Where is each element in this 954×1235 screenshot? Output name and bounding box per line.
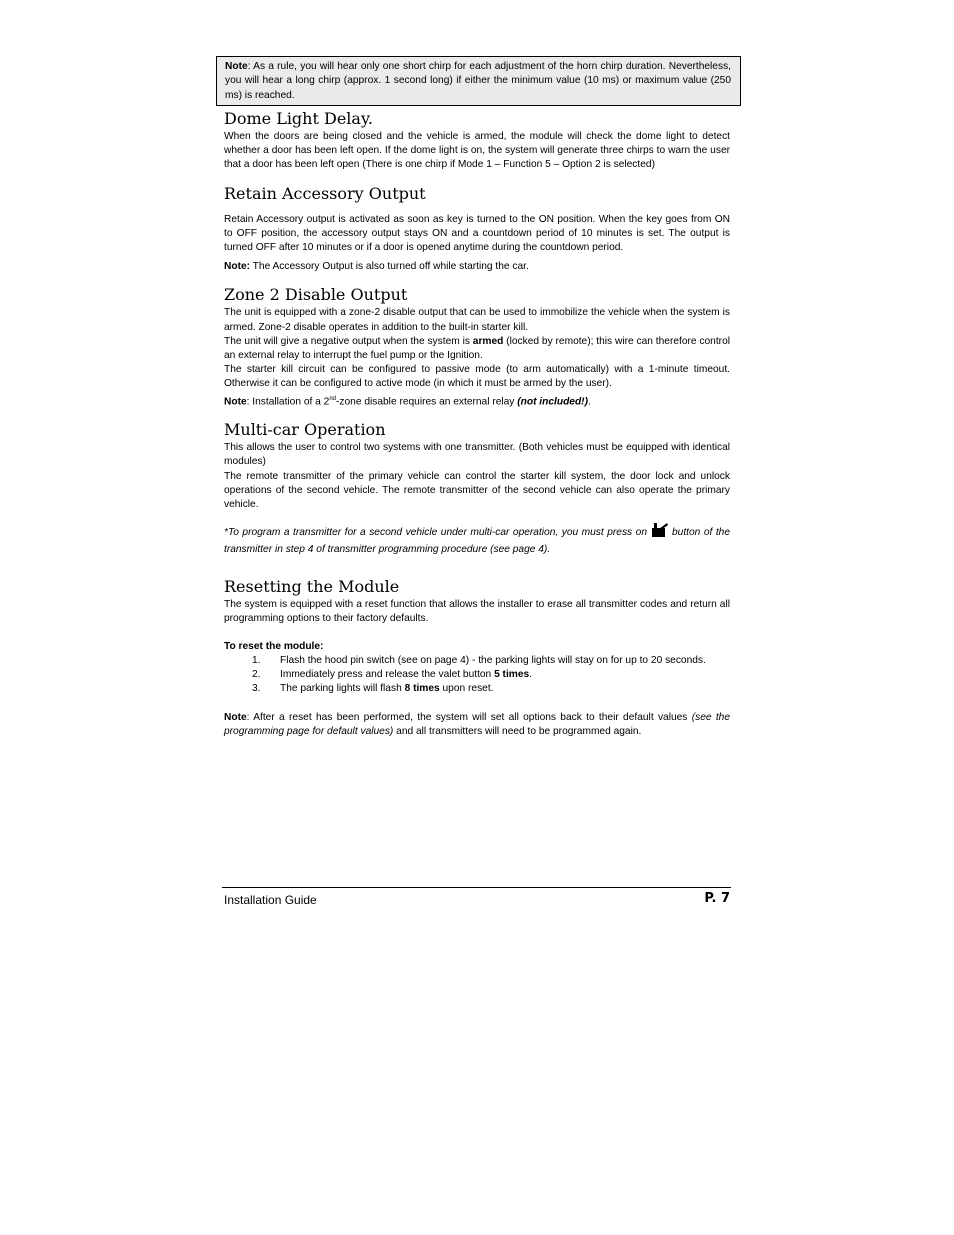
multicar-p1: This allows the user to control two systems with one transmitter. (Both vehicles must be equipped with identical modules) xyxy=(224,442,730,468)
multicar-note-b: button of the transmitter in step 4 of transmitter programming procedure (see page 4). xyxy=(224,527,730,556)
step-text: The parking lights will flash xyxy=(280,683,405,695)
heading-resetting-module: Resetting the Module xyxy=(224,576,400,596)
zone2-note-a: : Installation of a 2 xyxy=(246,396,330,408)
retain-body: Retain Accessory output is activated as soon as key is turned to the ON position. When the key goes from ON to OFF position, the accessory output stays ON and a countdown period of 10 minutes is set. The output is turned OFF after 10 minutes or if a door is opened anytime during the countdown period. xyxy=(224,213,730,254)
step-bold: 5 times xyxy=(494,669,530,681)
heading-zone2-disable: Zone 2 Disable Output xyxy=(224,285,408,305)
heading-retain-accessory: Retain Accessory Output xyxy=(224,183,426,203)
note-box xyxy=(216,56,741,106)
zone2-p3: The starter kill circuit can be configured to passive mode (to arm automatically) with a 1-minute timeout. Otherwise it can be configured to active mode (in which it must be armed by the user). xyxy=(224,364,730,390)
zone2-p1: The unit is equipped with a zone-2 disable output that can be used to immobilize the vehicle when the system is armed. Zone-2 disable operates in addition to the built-in starter kill. xyxy=(224,307,730,333)
main-content xyxy=(224,108,730,739)
multicar-p2: The remote transmitter of the primary vehicle can control the starter kill system, the door lock and unlock operations of the second vehicle. The remote transmitter of the second vehicle can also operate the primary vehicle. xyxy=(224,470,730,511)
footer-divider xyxy=(222,887,731,888)
zone2-note-not-included: (not included!) xyxy=(517,396,588,408)
step-number: 3. xyxy=(252,683,261,695)
heading-multi-car: Multi-car Operation xyxy=(224,420,386,440)
car-trunk-icon xyxy=(651,522,669,543)
reset-subheading: To reset the module: xyxy=(224,641,324,653)
page-number: P. 7 xyxy=(704,891,730,906)
heading-dome-light-delay: Dome Light Delay. xyxy=(224,109,373,128)
zone2-note-sup: nd xyxy=(329,395,337,402)
multicar-note-a: *To program a transmitter for a second vehicle under multi-car operation, you must press on xyxy=(224,527,651,539)
note-label: Note xyxy=(225,61,248,72)
zone2-note-label: Note xyxy=(224,396,247,408)
retain-note-label: Note: xyxy=(224,261,251,273)
step-bold: 8 times xyxy=(404,683,440,695)
footer-title: Installation Guide xyxy=(224,893,317,907)
list-item xyxy=(224,668,730,682)
zone2-p2-c: (locked by remote); this wire can therefore control an external relay to interrupt the fuel pump or the Ignition. xyxy=(224,335,730,362)
retain-note xyxy=(224,260,730,274)
zone2-note-d: . xyxy=(587,396,591,408)
zone2-p2 xyxy=(224,335,730,363)
zone2-p2-a: The unit will give a negative output when the system is xyxy=(224,335,473,347)
note-text: : As a rule, you will hear only one short chirp for each adjustment of the horn chirp duration. Nevertheless, you will hear a long chirp (approx. 1 second long) if either the minimum value (10 ms) or maximum value (250 ms) is reached. xyxy=(225,61,731,101)
reset-note-c: and all transmitters will need to be programmed again. xyxy=(393,725,642,737)
reset-steps-list xyxy=(224,654,730,697)
zone2-note xyxy=(224,392,730,410)
reset-note-a: : After a reset has been performed, the system will set all options back to their default values xyxy=(246,711,692,723)
zone2-note-b: -zone disable requires an external relay xyxy=(336,396,518,408)
zone2-p2-armed: armed xyxy=(472,335,504,347)
dome-body: When the doors are being closed and the vehicle is armed, the module will check the dome light to detect whether a door has been left open. If the dome light is on, the system will generate three chirps to warn the user that a door has been left open (There is one chirp if Mode 1 – Function 5 – Option 2 is selected) xyxy=(224,131,730,171)
step-text: Flash the hood pin switch (see on page 4) - the parking lights will stay on for up to 20 seconds. xyxy=(280,655,706,667)
step-tail: . xyxy=(529,669,533,681)
reset-note-label: Note xyxy=(224,711,247,723)
list-item xyxy=(224,682,730,696)
reset-note xyxy=(224,711,730,739)
step-text: Immediately press and release the valet button xyxy=(280,669,495,681)
step-number: 2. xyxy=(252,669,261,681)
multicar-note xyxy=(224,522,730,557)
reset-body: The system is equipped with a reset function that allows the installer to erase all transmitter codes and return all programming options to their factory defaults. xyxy=(224,598,730,624)
step-number: 1. xyxy=(252,655,261,667)
retain-note-text: The Accessory Output is also turned off while starting the car. xyxy=(250,261,529,273)
list-item xyxy=(224,654,730,668)
reset-note-italic: (see the programming page for default values) xyxy=(224,711,731,737)
step-tail: upon reset. xyxy=(439,683,494,695)
